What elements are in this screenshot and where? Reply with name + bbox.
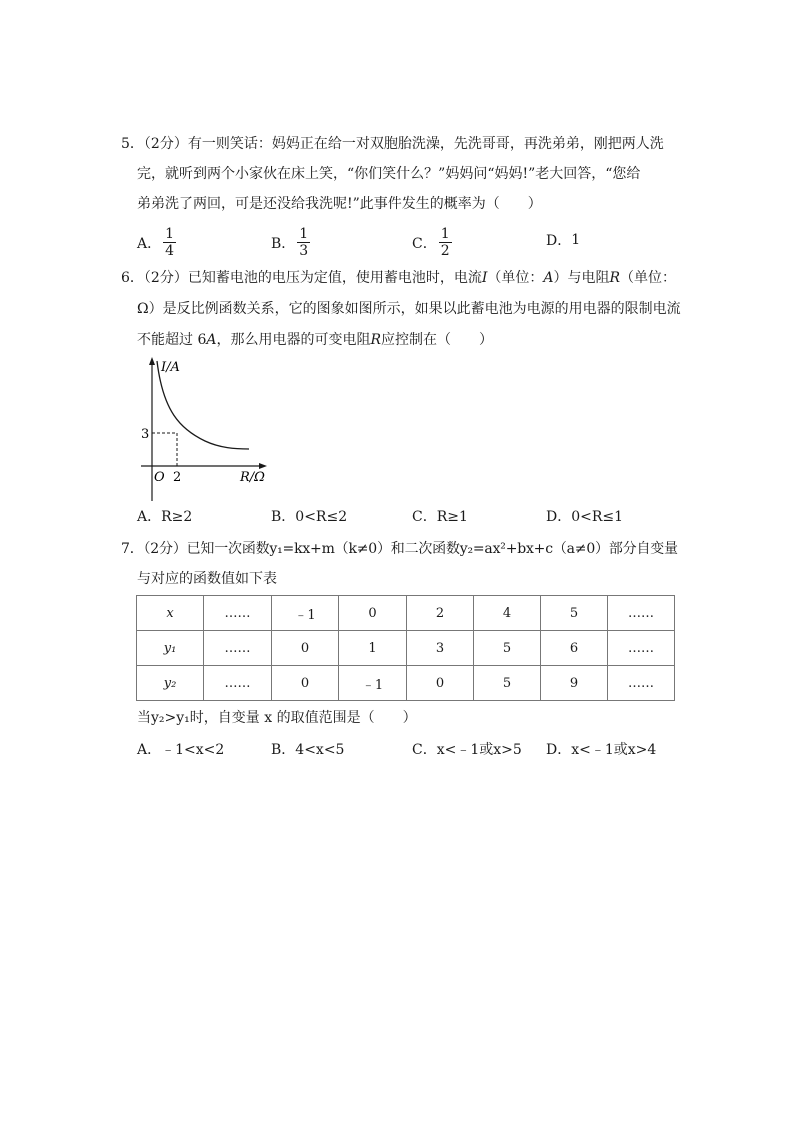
option-label: A． (137, 235, 162, 252)
variable: A (543, 270, 554, 286)
text-span: 不能超过 6 (137, 332, 207, 348)
q5-option-b[interactable] (271, 226, 310, 259)
option-text: 1 (571, 232, 581, 248)
variable: I (481, 270, 488, 286)
quadratic-function-expression: y₂=ax²+bx+c（a≠0） (459, 541, 609, 557)
table-cell: 5 (474, 666, 541, 701)
table-row (137, 596, 675, 631)
x-axis-arrow (259, 463, 267, 469)
x-axis-label: R/Ω (240, 470, 265, 485)
q5-option-d[interactable] (546, 230, 580, 260)
table-cell: …… (608, 596, 675, 631)
q7-line-1 (121, 539, 678, 559)
q5-line-2: 完，就听到两个小家伙在床上笑，“你们笑什么？”妈妈问“妈妈!”老大回答，“您给 (137, 166, 641, 182)
option-label: C． (412, 742, 437, 758)
option-label: D． (546, 509, 572, 525)
table-cell: …… (608, 631, 675, 666)
table-cell: ﹣1 (339, 666, 407, 701)
table-cell: 0 (339, 596, 407, 631)
option-label: B． (271, 509, 296, 525)
q6-option-b[interactable] (271, 507, 347, 527)
table-cell: …… (204, 631, 272, 666)
fraction-numerator: 1 (299, 226, 309, 242)
text-span: 6．（2分）已知蓄电池的电压为定值，使用蓄电池时，电流 (121, 270, 482, 286)
table-cell: …… (204, 666, 272, 701)
table-cell: ﹣1 (272, 596, 339, 631)
q7-option-a[interactable] (137, 740, 224, 760)
table-cell: 0 (272, 666, 339, 701)
option-label: D． (546, 233, 572, 249)
q5-option-c[interactable] (412, 226, 452, 259)
fraction-denominator: 4 (165, 243, 175, 259)
fraction-numerator: 1 (165, 226, 175, 242)
table-cell: 5 (541, 596, 608, 631)
table-cell: …… (204, 596, 272, 631)
q7-option-d[interactable] (546, 740, 656, 760)
fraction-numerator: 1 (440, 226, 450, 242)
table-cell: 1 (339, 631, 407, 666)
y-axis-label: I/A (161, 360, 180, 375)
text-span: ，那么用电器的可变电阻 (216, 332, 371, 348)
q7-condition: 当y₂>y₁时，自变量 x 的取值范围是（ ） (137, 710, 417, 726)
q5-option-a[interactable] (137, 226, 176, 259)
q6-option-a[interactable] (137, 507, 192, 527)
table-cell: …… (608, 666, 675, 701)
table-cell: 0 (407, 666, 474, 701)
q6-line-1 (121, 268, 676, 288)
function-value-table (136, 595, 675, 701)
text-span: ）与电阻 (553, 270, 610, 286)
text-span: 部分自变量 (608, 541, 678, 557)
row-header: x (137, 596, 204, 631)
table-cell: 5 (474, 631, 541, 666)
q6-option-c[interactable] (412, 507, 468, 527)
option-text: 0<R≤1 (571, 509, 624, 525)
text-span: 和二次函数 (390, 541, 460, 557)
q7-option-c[interactable] (412, 740, 522, 760)
option-label: B． (271, 235, 296, 252)
fraction (163, 226, 176, 259)
row-header: y₂ (137, 666, 204, 701)
table-cell: 4 (474, 596, 541, 631)
option-text: x<﹣1或x>5 (436, 742, 522, 758)
q6-line-3 (137, 330, 493, 350)
option-label: B． (271, 742, 296, 758)
option-text: R≥2 (161, 509, 193, 525)
option-label: D． (546, 742, 572, 758)
fraction (297, 226, 310, 259)
table-cell: 9 (541, 666, 608, 701)
option-text: ﹣1<x<2 (161, 742, 225, 758)
q7-line-2: 与对应的函数值如下表 (137, 571, 277, 587)
option-label: C． (412, 235, 437, 252)
fraction (439, 226, 452, 259)
q6-line-2: Ω）是反比例函数关系，它的图象如图所示，如果以此蓄电池为电源的用电器的限制电流 (137, 301, 681, 317)
option-text: x<﹣1或x>4 (571, 742, 657, 758)
q7-option-b[interactable] (271, 740, 344, 760)
q6-option-d[interactable] (546, 507, 623, 527)
text-span: 应控制在（ ） (381, 332, 494, 348)
y-axis-arrow (149, 357, 155, 365)
q5-line-3: 弟弟洗了两回，可是还没给我洗呢!”此事件发生的概率为（ ） (137, 196, 542, 212)
linear-function-expression: y₁=kx+m（k≠0） (269, 541, 391, 557)
y-tick-label: 3 (141, 427, 150, 442)
row-header: y₁ (137, 631, 204, 666)
fraction-denominator: 2 (440, 243, 450, 259)
table-cell: 6 (541, 631, 608, 666)
option-label: A． (137, 509, 162, 525)
table-row (137, 631, 675, 666)
text-span: （单位： (620, 270, 677, 286)
fraction-denominator: 3 (299, 243, 309, 259)
inverse-proportion-graph (135, 355, 275, 505)
option-label: C． (412, 509, 437, 525)
table-cell: 3 (407, 631, 474, 666)
text-span: （单位： (487, 270, 544, 286)
option-text: R≥1 (436, 509, 468, 525)
table-cell: 0 (272, 631, 339, 666)
option-text: 0<R≤2 (295, 509, 348, 525)
text-span: 7．（2分）已知一次函数 (121, 541, 270, 557)
option-label: A． (137, 742, 162, 758)
table-row (137, 666, 675, 701)
table-cell: 2 (407, 596, 474, 631)
variable: R (370, 332, 382, 348)
variable: R (609, 270, 621, 286)
x-tick-label: 2 (173, 470, 182, 485)
option-text: 4<x<5 (295, 742, 345, 758)
variable: A (206, 332, 217, 348)
origin-label: O (154, 470, 165, 485)
q5-line-1: 5．（2分）有一则笑话：妈妈正在给一对双胞胎洗澡，先洗哥哥，再洗弟弟，刚把两人洗 (121, 136, 664, 152)
